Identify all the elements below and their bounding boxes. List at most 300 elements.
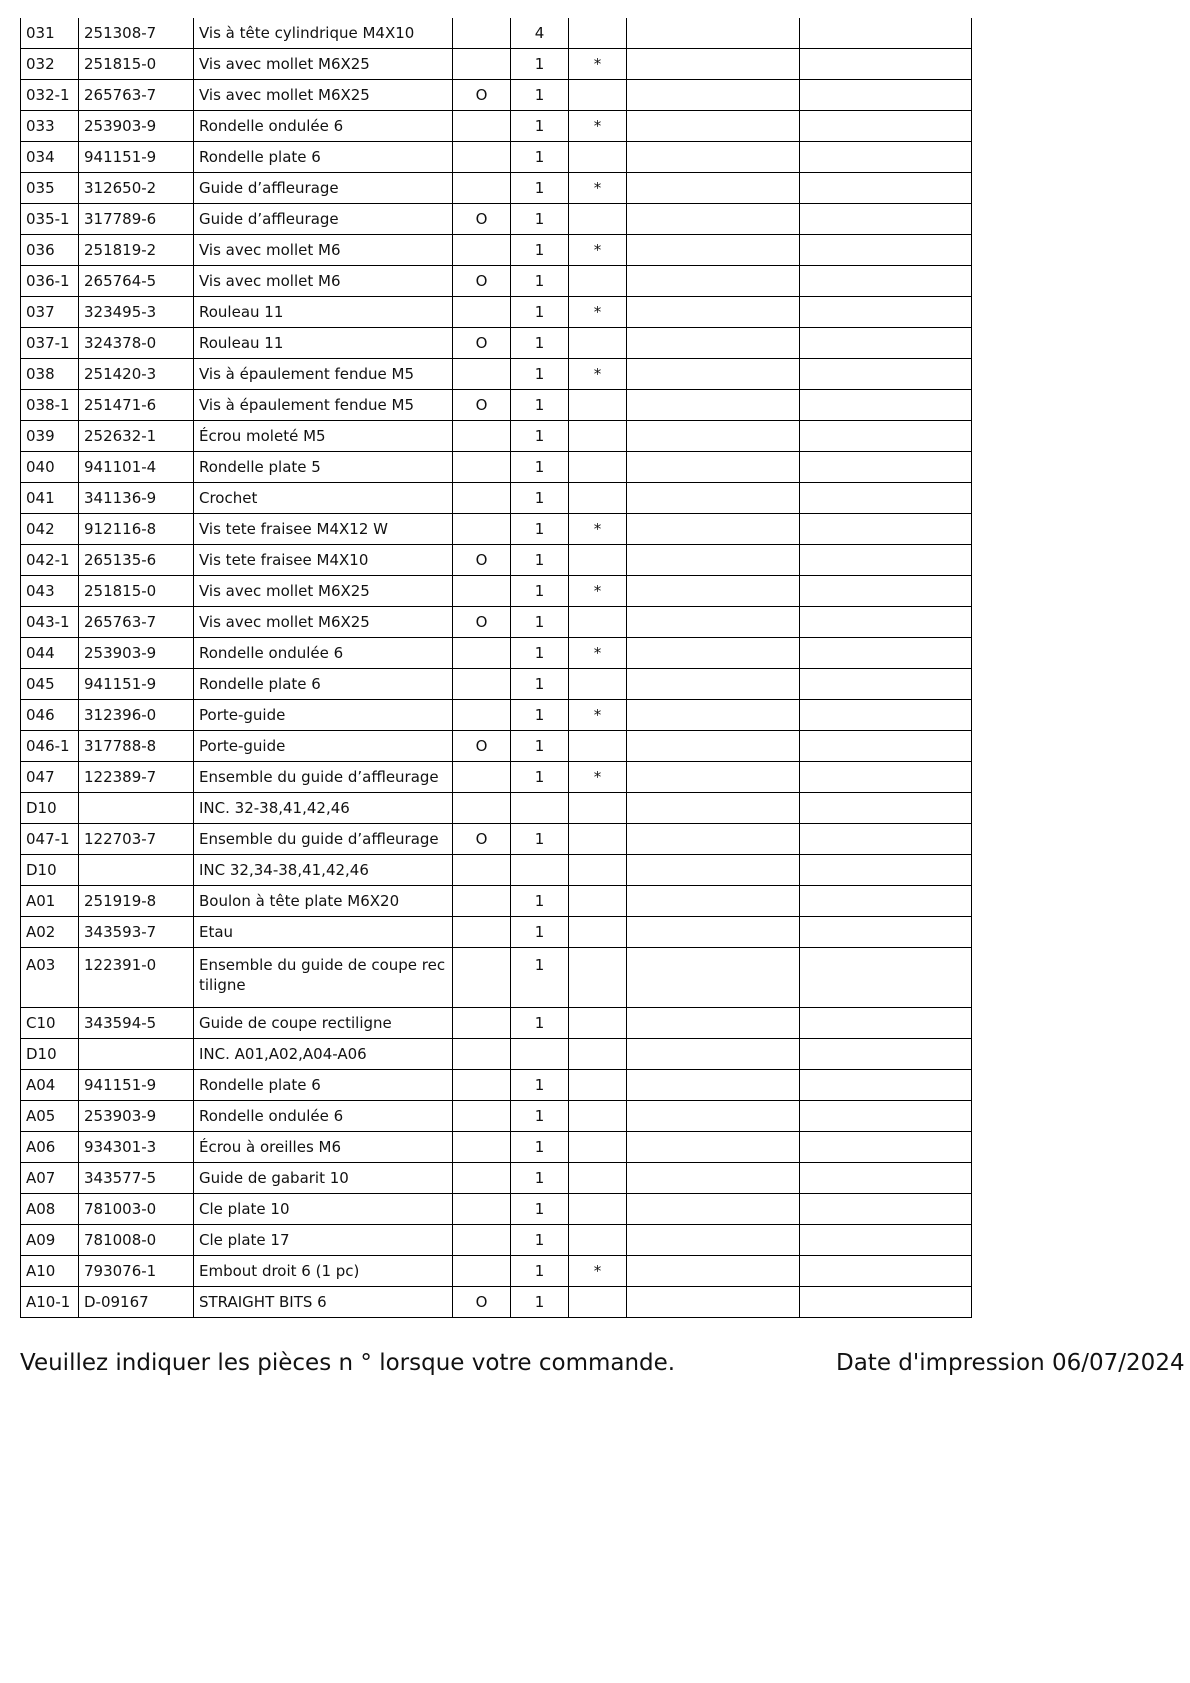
empty-cell xyxy=(627,1132,800,1163)
mark-cell xyxy=(569,948,627,1008)
empty-cell xyxy=(627,80,800,111)
option-cell xyxy=(453,700,511,731)
table-row xyxy=(21,514,972,545)
part-number-cell: 046-1 xyxy=(21,731,79,762)
description-cell: INC. 32-38,41,42,46 xyxy=(194,793,453,824)
mark-cell xyxy=(569,607,627,638)
empty-cell xyxy=(627,142,800,173)
description-cell: Embout droit 6 (1 pc) xyxy=(194,1256,453,1287)
part-code-cell: 941101-4 xyxy=(79,452,194,483)
empty-cell xyxy=(627,1287,800,1318)
option-cell: O xyxy=(453,1287,511,1318)
part-number-cell: A10-1 xyxy=(21,1287,79,1318)
part-code-cell: 793076-1 xyxy=(79,1256,194,1287)
mark-cell xyxy=(569,328,627,359)
table-row xyxy=(21,793,972,824)
empty-cell xyxy=(800,390,972,421)
parts-table xyxy=(20,18,972,1318)
description-cell: Cle plate 17 xyxy=(194,1225,453,1256)
option-cell xyxy=(453,762,511,793)
mark-cell xyxy=(569,1070,627,1101)
empty-cell xyxy=(627,762,800,793)
mark-cell xyxy=(569,1163,627,1194)
mark-cell xyxy=(569,142,627,173)
mark-cell xyxy=(569,1132,627,1163)
description-cell: Vis à épaulement fendue M5 xyxy=(194,390,453,421)
mark-cell xyxy=(569,1008,627,1039)
table-row xyxy=(21,762,972,793)
part-number-cell: 032-1 xyxy=(21,80,79,111)
empty-cell xyxy=(627,855,800,886)
option-cell xyxy=(453,483,511,514)
quantity-cell: 1 xyxy=(511,576,569,607)
part-code-cell: 341136-9 xyxy=(79,483,194,514)
empty-cell xyxy=(800,731,972,762)
empty-cell xyxy=(800,266,972,297)
empty-cell xyxy=(627,173,800,204)
print-date: Date d'impression 06/07/2024 xyxy=(836,1350,1185,1376)
empty-cell xyxy=(627,204,800,235)
empty-cell xyxy=(627,545,800,576)
part-number-cell: 035 xyxy=(21,173,79,204)
description-cell: Vis avec mollet M6X25 xyxy=(194,607,453,638)
empty-cell xyxy=(627,1039,800,1070)
table-row xyxy=(21,1163,972,1194)
quantity-cell: 1 xyxy=(511,824,569,855)
option-cell xyxy=(453,917,511,948)
mark-cell xyxy=(569,1225,627,1256)
description-cell: INC. A01,A02,A04-A06 xyxy=(194,1039,453,1070)
description-cell: Vis tete fraisee M4X12 W xyxy=(194,514,453,545)
table-row xyxy=(21,700,972,731)
part-number-cell: A10 xyxy=(21,1256,79,1287)
mark-cell xyxy=(569,1101,627,1132)
empty-cell xyxy=(800,49,972,80)
part-number-cell: 047 xyxy=(21,762,79,793)
empty-cell xyxy=(627,235,800,266)
description-cell: Rondelle ondulée 6 xyxy=(194,638,453,669)
quantity-cell: 1 xyxy=(511,514,569,545)
empty-cell xyxy=(627,452,800,483)
empty-cell xyxy=(800,142,972,173)
quantity-cell: 1 xyxy=(511,111,569,142)
part-number-cell: D10 xyxy=(21,855,79,886)
description-cell: Rouleau 11 xyxy=(194,328,453,359)
empty-cell xyxy=(627,1225,800,1256)
part-code-cell: 265135-6 xyxy=(79,545,194,576)
quantity-cell: 1 xyxy=(511,1163,569,1194)
part-code-cell: 253903-9 xyxy=(79,638,194,669)
option-cell xyxy=(453,1163,511,1194)
table-row xyxy=(21,359,972,390)
quantity-cell: 1 xyxy=(511,452,569,483)
empty-cell xyxy=(627,576,800,607)
quantity-cell: 1 xyxy=(511,297,569,328)
table-row xyxy=(21,1256,972,1287)
description-cell: Vis à tête cylindrique M4X10 xyxy=(194,18,453,49)
mark-cell: * xyxy=(569,762,627,793)
description-cell: Vis à épaulement fendue M5 xyxy=(194,359,453,390)
option-cell xyxy=(453,1194,511,1225)
option-cell xyxy=(453,886,511,917)
quantity-cell: 1 xyxy=(511,1070,569,1101)
empty-cell xyxy=(627,18,800,49)
empty-cell xyxy=(627,638,800,669)
empty-cell xyxy=(627,824,800,855)
order-instruction-note: Veuillez indiquer les pièces n ° lorsque votre commande. xyxy=(20,1350,676,1376)
mark-cell xyxy=(569,545,627,576)
parts-table-body xyxy=(21,18,972,1318)
quantity-cell: 1 xyxy=(511,328,569,359)
table-row xyxy=(21,607,972,638)
empty-cell xyxy=(800,452,972,483)
description-cell: Rondelle ondulée 6 xyxy=(194,111,453,142)
mark-cell xyxy=(569,731,627,762)
option-cell: O xyxy=(453,204,511,235)
description-cell: Cle plate 10 xyxy=(194,1194,453,1225)
part-code-cell: 251471-6 xyxy=(79,390,194,421)
quantity-cell: 1 xyxy=(511,731,569,762)
empty-cell xyxy=(627,390,800,421)
mark-cell: * xyxy=(569,111,627,142)
part-number-cell: A03 xyxy=(21,948,79,1008)
part-code-cell: 251819-2 xyxy=(79,235,194,266)
description-cell: Rondelle plate 6 xyxy=(194,669,453,700)
mark-cell xyxy=(569,266,627,297)
quantity-cell: 1 xyxy=(511,142,569,173)
empty-cell xyxy=(800,297,972,328)
mark-cell xyxy=(569,1287,627,1318)
description-cell: Vis avec mollet M6X25 xyxy=(194,576,453,607)
part-number-cell: 042 xyxy=(21,514,79,545)
part-code-cell: 253903-9 xyxy=(79,111,194,142)
description-cell: STRAIGHT BITS 6 xyxy=(194,1287,453,1318)
quantity-cell: 1 xyxy=(511,266,569,297)
mark-cell: * xyxy=(569,297,627,328)
description-cell: Crochet xyxy=(194,483,453,514)
description-cell: Écrou moleté M5 xyxy=(194,421,453,452)
part-code-cell: 251420-3 xyxy=(79,359,194,390)
part-number-cell: A07 xyxy=(21,1163,79,1194)
part-code-cell: 251815-0 xyxy=(79,49,194,80)
part-code-cell: 312650-2 xyxy=(79,173,194,204)
part-number-cell: 038-1 xyxy=(21,390,79,421)
part-number-cell: C10 xyxy=(21,1008,79,1039)
quantity-cell: 1 xyxy=(511,1132,569,1163)
part-code-cell: 122389-7 xyxy=(79,762,194,793)
empty-cell xyxy=(800,545,972,576)
part-code-cell: D-09167 xyxy=(79,1287,194,1318)
description-cell: Rouleau 11 xyxy=(194,297,453,328)
mark-cell xyxy=(569,1039,627,1070)
option-cell xyxy=(453,235,511,266)
quantity-cell: 1 xyxy=(511,390,569,421)
option-cell xyxy=(453,855,511,886)
empty-cell xyxy=(627,421,800,452)
quantity-cell xyxy=(511,855,569,886)
part-number-cell: 032 xyxy=(21,49,79,80)
empty-cell xyxy=(800,824,972,855)
empty-cell xyxy=(800,1225,972,1256)
mark-cell xyxy=(569,483,627,514)
part-number-cell: D10 xyxy=(21,793,79,824)
part-number-cell: A09 xyxy=(21,1225,79,1256)
mark-cell: * xyxy=(569,1256,627,1287)
mark-cell: * xyxy=(569,576,627,607)
quantity-cell: 4 xyxy=(511,18,569,49)
table-row xyxy=(21,421,972,452)
part-code-cell xyxy=(79,793,194,824)
quantity-cell: 1 xyxy=(511,1256,569,1287)
empty-cell xyxy=(800,638,972,669)
option-cell: O xyxy=(453,390,511,421)
description-cell: Vis avec mollet M6X25 xyxy=(194,49,453,80)
part-code-cell: 941151-9 xyxy=(79,669,194,700)
table-row xyxy=(21,80,972,111)
option-cell xyxy=(453,111,511,142)
empty-cell xyxy=(800,1101,972,1132)
option-cell xyxy=(453,638,511,669)
part-code-cell: 251815-0 xyxy=(79,576,194,607)
part-number-cell: 038 xyxy=(21,359,79,390)
quantity-cell: 1 xyxy=(511,607,569,638)
empty-cell xyxy=(627,49,800,80)
empty-cell xyxy=(627,359,800,390)
part-number-cell: 046 xyxy=(21,700,79,731)
quantity-cell: 1 xyxy=(511,948,569,1008)
mark-cell: * xyxy=(569,638,627,669)
table-row xyxy=(21,917,972,948)
option-cell xyxy=(453,948,511,1008)
empty-cell xyxy=(627,1163,800,1194)
empty-cell xyxy=(800,1287,972,1318)
option-cell xyxy=(453,452,511,483)
empty-cell xyxy=(800,1256,972,1287)
mark-cell xyxy=(569,80,627,111)
description-cell: Ensemble du guide de coupe rec tiligne xyxy=(194,948,453,1008)
description-cell: Rondelle plate 5 xyxy=(194,452,453,483)
table-row xyxy=(21,1287,972,1318)
description-cell: Guide de coupe rectiligne xyxy=(194,1008,453,1039)
part-number-cell: 040 xyxy=(21,452,79,483)
table-row xyxy=(21,204,972,235)
empty-cell xyxy=(627,111,800,142)
description-cell: Vis avec mollet M6 xyxy=(194,235,453,266)
option-cell: O xyxy=(453,545,511,576)
option-cell xyxy=(453,297,511,328)
option-cell xyxy=(453,359,511,390)
empty-cell xyxy=(627,607,800,638)
table-row xyxy=(21,49,972,80)
part-number-cell: 044 xyxy=(21,638,79,669)
mark-cell xyxy=(569,917,627,948)
part-number-cell: D10 xyxy=(21,1039,79,1070)
table-row xyxy=(21,18,972,49)
table-row xyxy=(21,173,972,204)
description-cell: Guide d’affleurage xyxy=(194,204,453,235)
empty-cell xyxy=(800,173,972,204)
part-number-cell: 043-1 xyxy=(21,607,79,638)
empty-cell xyxy=(800,204,972,235)
part-code-cell: 252632-1 xyxy=(79,421,194,452)
empty-cell xyxy=(627,669,800,700)
table-row xyxy=(21,266,972,297)
mark-cell xyxy=(569,793,627,824)
quantity-cell: 1 xyxy=(511,762,569,793)
mark-cell xyxy=(569,886,627,917)
empty-cell xyxy=(627,514,800,545)
table-row xyxy=(21,142,972,173)
part-code-cell: 323495-3 xyxy=(79,297,194,328)
empty-cell xyxy=(800,421,972,452)
table-row xyxy=(21,855,972,886)
table-row xyxy=(21,483,972,514)
option-cell: O xyxy=(453,266,511,297)
quantity-cell: 1 xyxy=(511,204,569,235)
description-cell: Guide de gabarit 10 xyxy=(194,1163,453,1194)
option-cell: O xyxy=(453,80,511,111)
empty-cell xyxy=(800,111,972,142)
empty-cell xyxy=(627,1008,800,1039)
empty-cell xyxy=(627,1101,800,1132)
part-code-cell: 122391-0 xyxy=(79,948,194,1008)
part-code-cell: 251919-8 xyxy=(79,886,194,917)
option-cell xyxy=(453,1225,511,1256)
mark-cell: * xyxy=(569,359,627,390)
table-row xyxy=(21,1101,972,1132)
empty-cell xyxy=(800,700,972,731)
empty-cell xyxy=(800,1070,972,1101)
part-number-cell: 043 xyxy=(21,576,79,607)
empty-cell xyxy=(800,762,972,793)
part-code-cell: 324378-0 xyxy=(79,328,194,359)
empty-cell xyxy=(800,917,972,948)
description-cell: Écrou à oreilles M6 xyxy=(194,1132,453,1163)
description-cell: Porte-guide xyxy=(194,731,453,762)
empty-cell xyxy=(800,18,972,49)
mark-cell xyxy=(569,390,627,421)
part-number-cell: 034 xyxy=(21,142,79,173)
table-row xyxy=(21,1194,972,1225)
option-cell xyxy=(453,1101,511,1132)
mark-cell: * xyxy=(569,700,627,731)
table-row xyxy=(21,1225,972,1256)
part-number-cell: 047-1 xyxy=(21,824,79,855)
empty-cell xyxy=(627,266,800,297)
part-code-cell: 934301-3 xyxy=(79,1132,194,1163)
option-cell: O xyxy=(453,328,511,359)
part-code-cell: 343593-7 xyxy=(79,917,194,948)
table-row xyxy=(21,390,972,421)
description-cell: Boulon à tête plate M6X20 xyxy=(194,886,453,917)
description-cell: Etau xyxy=(194,917,453,948)
table-row xyxy=(21,297,972,328)
table-row xyxy=(21,669,972,700)
option-cell: O xyxy=(453,824,511,855)
table-row xyxy=(21,1132,972,1163)
part-code-cell: 265763-7 xyxy=(79,607,194,638)
empty-cell xyxy=(800,80,972,111)
part-number-cell: 037 xyxy=(21,297,79,328)
part-code-cell: 343594-5 xyxy=(79,1008,194,1039)
mark-cell xyxy=(569,452,627,483)
empty-cell xyxy=(627,1256,800,1287)
description-cell: Rondelle plate 6 xyxy=(194,142,453,173)
table-row xyxy=(21,731,972,762)
part-code-cell: 265764-5 xyxy=(79,266,194,297)
part-code-cell: 312396-0 xyxy=(79,700,194,731)
option-cell: O xyxy=(453,607,511,638)
mark-cell: * xyxy=(569,235,627,266)
option-cell xyxy=(453,1008,511,1039)
part-code-cell: 122703-7 xyxy=(79,824,194,855)
table-row xyxy=(21,1039,972,1070)
part-number-cell: 037-1 xyxy=(21,328,79,359)
description-cell: Rondelle ondulée 6 xyxy=(194,1101,453,1132)
quantity-cell: 1 xyxy=(511,1008,569,1039)
quantity-cell: 1 xyxy=(511,886,569,917)
part-code-cell: 941151-9 xyxy=(79,1070,194,1101)
empty-cell xyxy=(627,886,800,917)
empty-cell xyxy=(800,1194,972,1225)
table-row xyxy=(21,1008,972,1039)
quantity-cell: 1 xyxy=(511,1194,569,1225)
empty-cell xyxy=(800,235,972,266)
mark-cell xyxy=(569,204,627,235)
empty-cell xyxy=(800,483,972,514)
part-number-cell: A02 xyxy=(21,917,79,948)
part-code-cell: 941151-9 xyxy=(79,142,194,173)
mark-cell xyxy=(569,18,627,49)
part-code-cell xyxy=(79,855,194,886)
table-row xyxy=(21,452,972,483)
quantity-cell: 1 xyxy=(511,1101,569,1132)
empty-cell xyxy=(627,483,800,514)
quantity-cell: 1 xyxy=(511,421,569,452)
quantity-cell: 1 xyxy=(511,669,569,700)
quantity-cell: 1 xyxy=(511,235,569,266)
quantity-cell: 1 xyxy=(511,545,569,576)
empty-cell xyxy=(800,1163,972,1194)
empty-cell xyxy=(627,731,800,762)
option-cell xyxy=(453,1039,511,1070)
part-code-cell: 781003-0 xyxy=(79,1194,194,1225)
empty-cell xyxy=(800,328,972,359)
mark-cell xyxy=(569,669,627,700)
part-number-cell: 033 xyxy=(21,111,79,142)
mark-cell xyxy=(569,421,627,452)
quantity-cell: 1 xyxy=(511,1225,569,1256)
option-cell xyxy=(453,421,511,452)
description-cell: Vis avec mollet M6X25 xyxy=(194,80,453,111)
part-number-cell: A05 xyxy=(21,1101,79,1132)
table-row xyxy=(21,545,972,576)
empty-cell xyxy=(627,917,800,948)
part-code-cell: 343577-5 xyxy=(79,1163,194,1194)
part-number-cell: 036 xyxy=(21,235,79,266)
description-cell: Guide d’affleurage xyxy=(194,173,453,204)
mark-cell xyxy=(569,855,627,886)
table-row xyxy=(21,328,972,359)
empty-cell xyxy=(627,793,800,824)
empty-cell xyxy=(627,1194,800,1225)
option-cell xyxy=(453,1132,511,1163)
description-cell: Rondelle plate 6 xyxy=(194,1070,453,1101)
part-number-cell: A04 xyxy=(21,1070,79,1101)
part-number-cell: 042-1 xyxy=(21,545,79,576)
mark-cell: * xyxy=(569,514,627,545)
description-cell: Ensemble du guide d’affleurage xyxy=(194,824,453,855)
